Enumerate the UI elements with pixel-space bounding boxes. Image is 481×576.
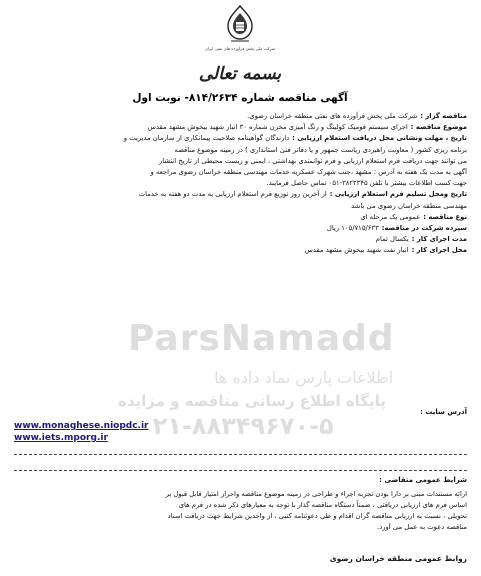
section-divider-top (14, 454, 467, 455)
conditions-text (14, 489, 467, 533)
nioc-emblem-icon (221, 4, 259, 44)
subject-label: موضوع مناقصه : (410, 123, 467, 132)
deposit-value: ۱۰۵/۷۱۵/۶۳۳ ریال (326, 224, 379, 233)
conditions-heading: شرایط عمومی متقاضی : (379, 476, 467, 484)
conditions-line-3: تحویلی ، نسبت به ارزیابی مناقصه گران اقدام و طی دعوتنامه کتبی ، از واجدین شرایط جهت دریافت اسناد (167, 512, 467, 520)
watermark-brand: ParsNamadd (128, 318, 395, 359)
deadline-text-4: آگهی به مدت یک هفته به آدرس : مشهد ،جنب شهرک عسکریه خدمات مهندسی منطقه خراسان رضوی مراجعه و (150, 168, 467, 177)
type-value: عمومی یک مرحله ای (360, 212, 421, 221)
duration-line (14, 234, 467, 245)
location-label: محل اجرای کار : (411, 246, 467, 255)
invocation-heading: بسمه تعالی (198, 64, 282, 84)
watermark-line-1: اطلاعات پارس نماد داده ها (214, 368, 394, 387)
deadline-label: تاریخ ، مهلت ونشانی محل دریافت استعلام ارزیابی : (292, 134, 467, 143)
tender-details (14, 111, 467, 257)
website-link-iets[interactable]: www.iets.mporg.ir (14, 433, 108, 443)
delivery-label: تاریخ ومحل تسلیم فرم استعلام ارزیابی : (329, 190, 467, 199)
deposit-line (14, 223, 467, 234)
conditions-line-1: ارائه مستندات مبنی بر دارا بودن تجربه اجراء و طراحی در زمینه موضوع مناقصه واحراز امتیاز قابل قبول بر (165, 490, 467, 498)
notice-title: آگهی مناقصه شماره ۸۱۴/۲۶۳۴- نوبت اول (132, 92, 348, 104)
subject-value: اجرای سیستم فومیک کولینگ و رنگ آمیزی مخزن شماره ۳۰ انبار شهید بیخوش مشهد مقدس (147, 123, 408, 132)
conditions-line-2: اساس فرم های ارزیابی دریافتی ، ضمناً دستگاه مناقصه گذار با توجه به معیارهای ذکر شده در فرم های (178, 501, 467, 509)
organizer-line (14, 111, 467, 122)
type-line (14, 212, 467, 223)
section-divider-bottom (14, 470, 467, 471)
deposit-label: سپرده شرکت در مناقصه: (381, 224, 467, 233)
deadline-line-1 (14, 133, 467, 144)
watermark-phone: ۰۲۱-۸۸۳۴۹۶۷۰-۵ (138, 412, 334, 440)
deadline-text-3: می توانند جهت دریافت فرم استعلام ارزیابی و فرم توانمندی بهداشتی ، ایمنی و زیست محیطی از تاریخ انتشار (158, 156, 467, 165)
website-link-monaghese[interactable]: www.monaghese.niopdc.ir (14, 421, 149, 431)
duration-value: یکسال تمام (375, 235, 409, 244)
deadline-text-2: برنامه ریزی کشور ( معاونت راهبردی ریاست جمهور و یا دفاتر فنی استانداری ) در زمینه موضوع مناقصه (174, 145, 467, 154)
organizer-label: مناقصه گزار : (420, 112, 467, 120)
conditions-line-4: مناقصه دعوت به عمل می آورد. (377, 523, 467, 531)
websites-label: آدرس سایت : (420, 408, 467, 416)
deadline-text-1: دارندگان گواهینامه صلاحیت پیمانکاری از سازمان مدیریت و (123, 134, 290, 143)
organizer-value: شرکت ملی پخش فرآورده های نفتی منطقه خراسان رضوی. (247, 112, 418, 120)
websites-list (14, 420, 234, 444)
duration-label: مدت اجرای کار : (411, 235, 467, 244)
subject-line (14, 122, 467, 133)
type-label: نوع مناقصه : (423, 212, 467, 221)
delivery-line-1 (14, 189, 467, 200)
watermark-line-2: پایگاه اطلاع رسانی مناقصه و مزایده (118, 392, 386, 410)
location-line (14, 245, 467, 256)
location-value: انبار نفت شهید بیخوش مشهد مقدس (304, 246, 409, 255)
logo-caption: شرکت ملی پخش فرآورده های نفتی ایران (204, 46, 276, 51)
delivery-text-1: از آخرین روز توزیع فرم استعلام ارزیابی به مدت دو هفته به خدمات (138, 190, 327, 199)
footer-signature: روابط عمومی منطقه خراسان رضوی (329, 554, 467, 563)
delivery-text-2: مهندسی منطقه خراسان رضوی می باشد (351, 201, 467, 210)
deadline-text-5: جهت کسب اطلاعات بیشتر با تلفن ۳۸۲۲۳۴۵-۰۵۱ تماس حاصل فرمایند. (266, 179, 467, 188)
